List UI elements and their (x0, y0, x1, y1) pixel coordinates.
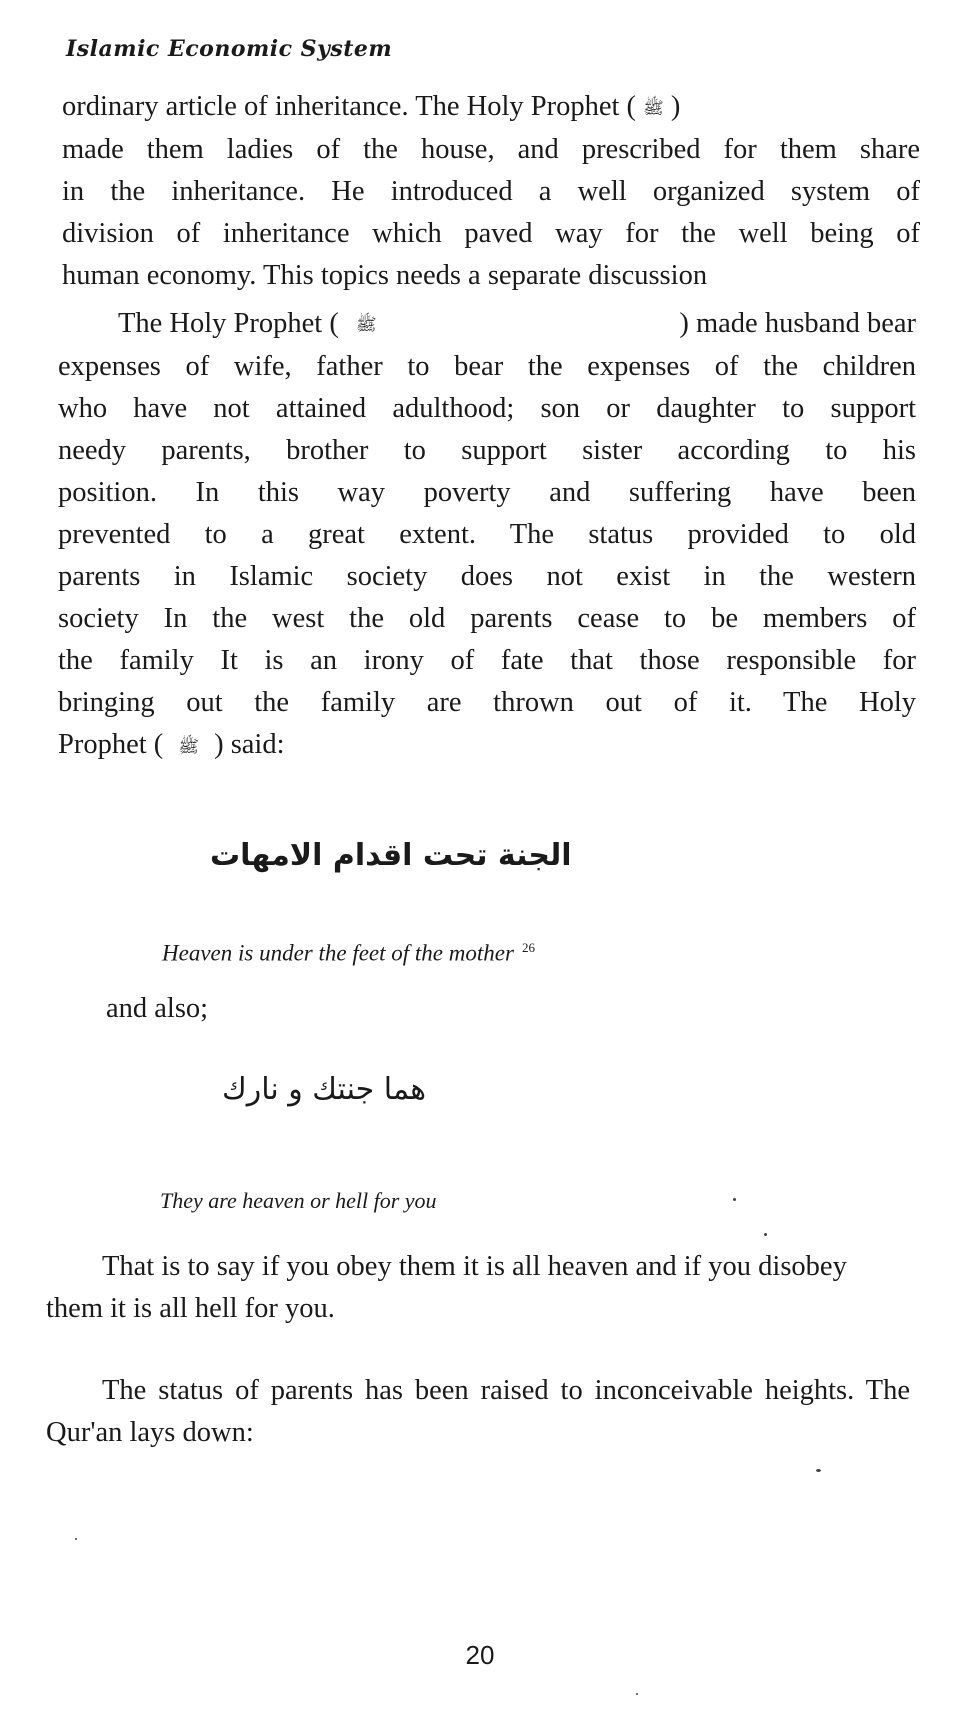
paragraph-2-line-1-start: The Holy Prophet ( (118, 308, 339, 339)
paragraph-1-line-1-close: ) (670, 91, 681, 122)
footnote-marker: 26 (521, 940, 535, 955)
running-header: Islamic Economic System (66, 36, 393, 62)
paragraph-2-line-3: who have not attained adulthood; son or daughter to support (58, 393, 916, 425)
paragraph-1-line-1-text: ordinary article of inheritance. The Holy Prophet ( (62, 91, 637, 122)
blessing-glyph: ﷺ (178, 736, 199, 756)
paragraph-2-last-start: Prophet ( (58, 729, 164, 761)
scan-speck (75, 1538, 77, 1540)
paragraph-1-line-2: made them ladies of the house, and prescribed for them share (62, 134, 920, 166)
paragraph-2-line-11 (58, 724, 916, 767)
quote-2-translation: They are heaven or hell for you (160, 1188, 437, 1213)
paragraph-2-line-6: prevented to a great extent. The status provided to old (58, 519, 916, 551)
blessing-glyph: ﷺ (643, 98, 664, 118)
paragraph-4: The status of parents has been raised to inconceivable heights. The Qur'an lays down: (46, 1375, 910, 1448)
scan-speck (733, 1198, 736, 1201)
paragraph-3: That is to say if you obey them it is all heaven and if you disobey them it is all hell for you. (46, 1251, 847, 1324)
paragraph-1-line-5: human economy. This topics needs a separate discussion (62, 260, 708, 292)
page-number: 20 (465, 1640, 495, 1670)
arabic-quote-1: الجنة تحت اقدام الامهات (210, 838, 572, 873)
paragraph-2-line-2: expenses of wife, father to bear the expenses of the children (58, 351, 916, 383)
paragraph-2-line-4: needy parents, brother to support sister according to his (58, 435, 916, 467)
paragraph-1 (62, 86, 920, 297)
paragraph-2-line-8: society In the west the old parents cease to be members of (58, 603, 916, 635)
paragraph-2-line-5: position. In this way poverty and suffering have been (58, 477, 916, 509)
scan-speck (636, 1693, 638, 1695)
paragraph-1-line-1 (62, 86, 920, 129)
urdu-quote-2: هما جنتك و نارك (222, 1072, 427, 1107)
connector-text: and also; (106, 993, 209, 1024)
scan-speck (764, 1233, 767, 1236)
quote-1-translation (162, 940, 535, 967)
paragraph-2 (58, 303, 916, 768)
paragraph-2-line-1-end: ) made husband bear (679, 308, 916, 339)
scan-speck (816, 1469, 821, 1472)
paragraph-1-line-3: in the inheritance. He introduced a well organized system of (62, 176, 920, 208)
paragraph-2-line-1 (58, 303, 916, 346)
blessing-glyph: ﷺ (355, 315, 377, 335)
paragraph-2-last-end: ) said: (214, 729, 285, 761)
paragraph-2-line-7: parents in Islamic society does not exist in the western (58, 561, 916, 593)
paragraph-1-line-4: division of inheritance which paved way for the well being of (62, 218, 920, 250)
quote-1-translation-text: Heaven is under the feet of the mother (162, 940, 514, 966)
paragraph-2-line-10: bringing out the family are thrown out of it. The Holy (58, 687, 916, 719)
paragraph-2-line-9: the family It is an irony of fate that those responsible for (58, 645, 916, 677)
